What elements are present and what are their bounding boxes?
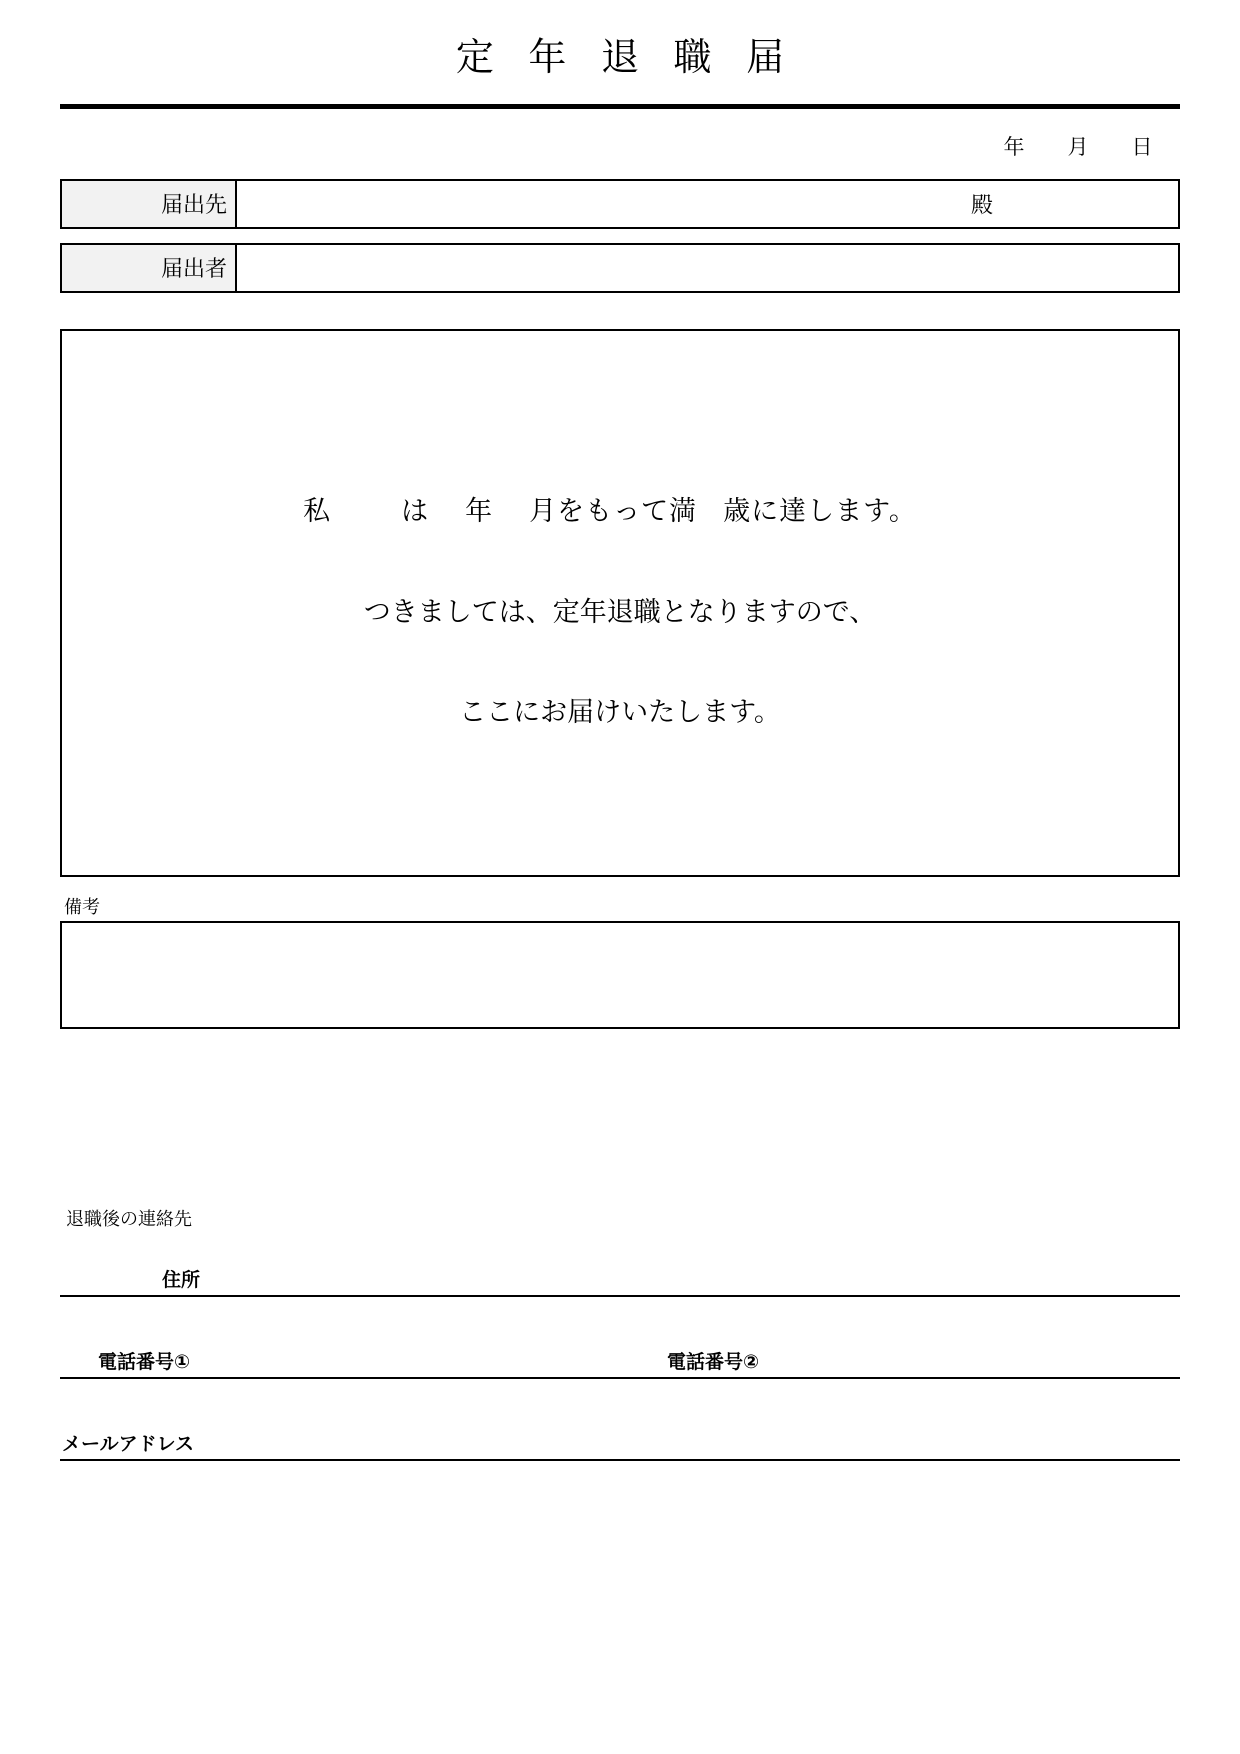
address-label: 住所	[162, 1269, 201, 1291]
page-title: 定 年 退 職 届	[455, 37, 797, 79]
date-month-label: 月	[1067, 135, 1089, 159]
statement-nen: 年	[465, 495, 494, 526]
addressee-suffix: 殿	[970, 192, 993, 218]
statement-box	[60, 329, 1180, 877]
telephone-2-label: 電話番号②	[667, 1351, 760, 1373]
statement-line-1	[62, 493, 1178, 531]
address-field[interactable]	[60, 1257, 1180, 1297]
addressee-label: 届出先	[62, 181, 237, 227]
statement-watashi: 私	[303, 495, 332, 526]
remarks-input[interactable]	[60, 921, 1180, 1029]
telephone-1-label: 電話番号①	[98, 1351, 191, 1373]
date-year-label: 年	[1003, 135, 1025, 159]
submitter-row	[60, 243, 1180, 293]
addressee-row	[60, 179, 1180, 229]
email-label: メールアドレス	[62, 1433, 195, 1455]
statement-line-3: ここにお届けいたします。	[459, 697, 781, 728]
remarks-label: 備考	[64, 896, 100, 917]
date-day-label: 日	[1131, 135, 1153, 159]
statement-wa: は	[401, 495, 430, 526]
addressee-input[interactable]	[237, 181, 1178, 227]
statement-tsuki: 月をもって満	[529, 495, 698, 526]
statement-sai: 歳に達します。	[723, 495, 917, 526]
contact-section-title: 退職後の連絡先	[66, 1208, 192, 1229]
telephone-fields[interactable]	[60, 1339, 1180, 1379]
date-line	[60, 131, 1180, 161]
statement-line-2: つきましては、定年退職となりますので、	[363, 597, 877, 628]
email-field[interactable]	[60, 1421, 1180, 1461]
title-divider	[60, 104, 1180, 109]
submitter-input[interactable]	[237, 245, 1178, 291]
submitter-label: 届出者	[62, 245, 237, 291]
